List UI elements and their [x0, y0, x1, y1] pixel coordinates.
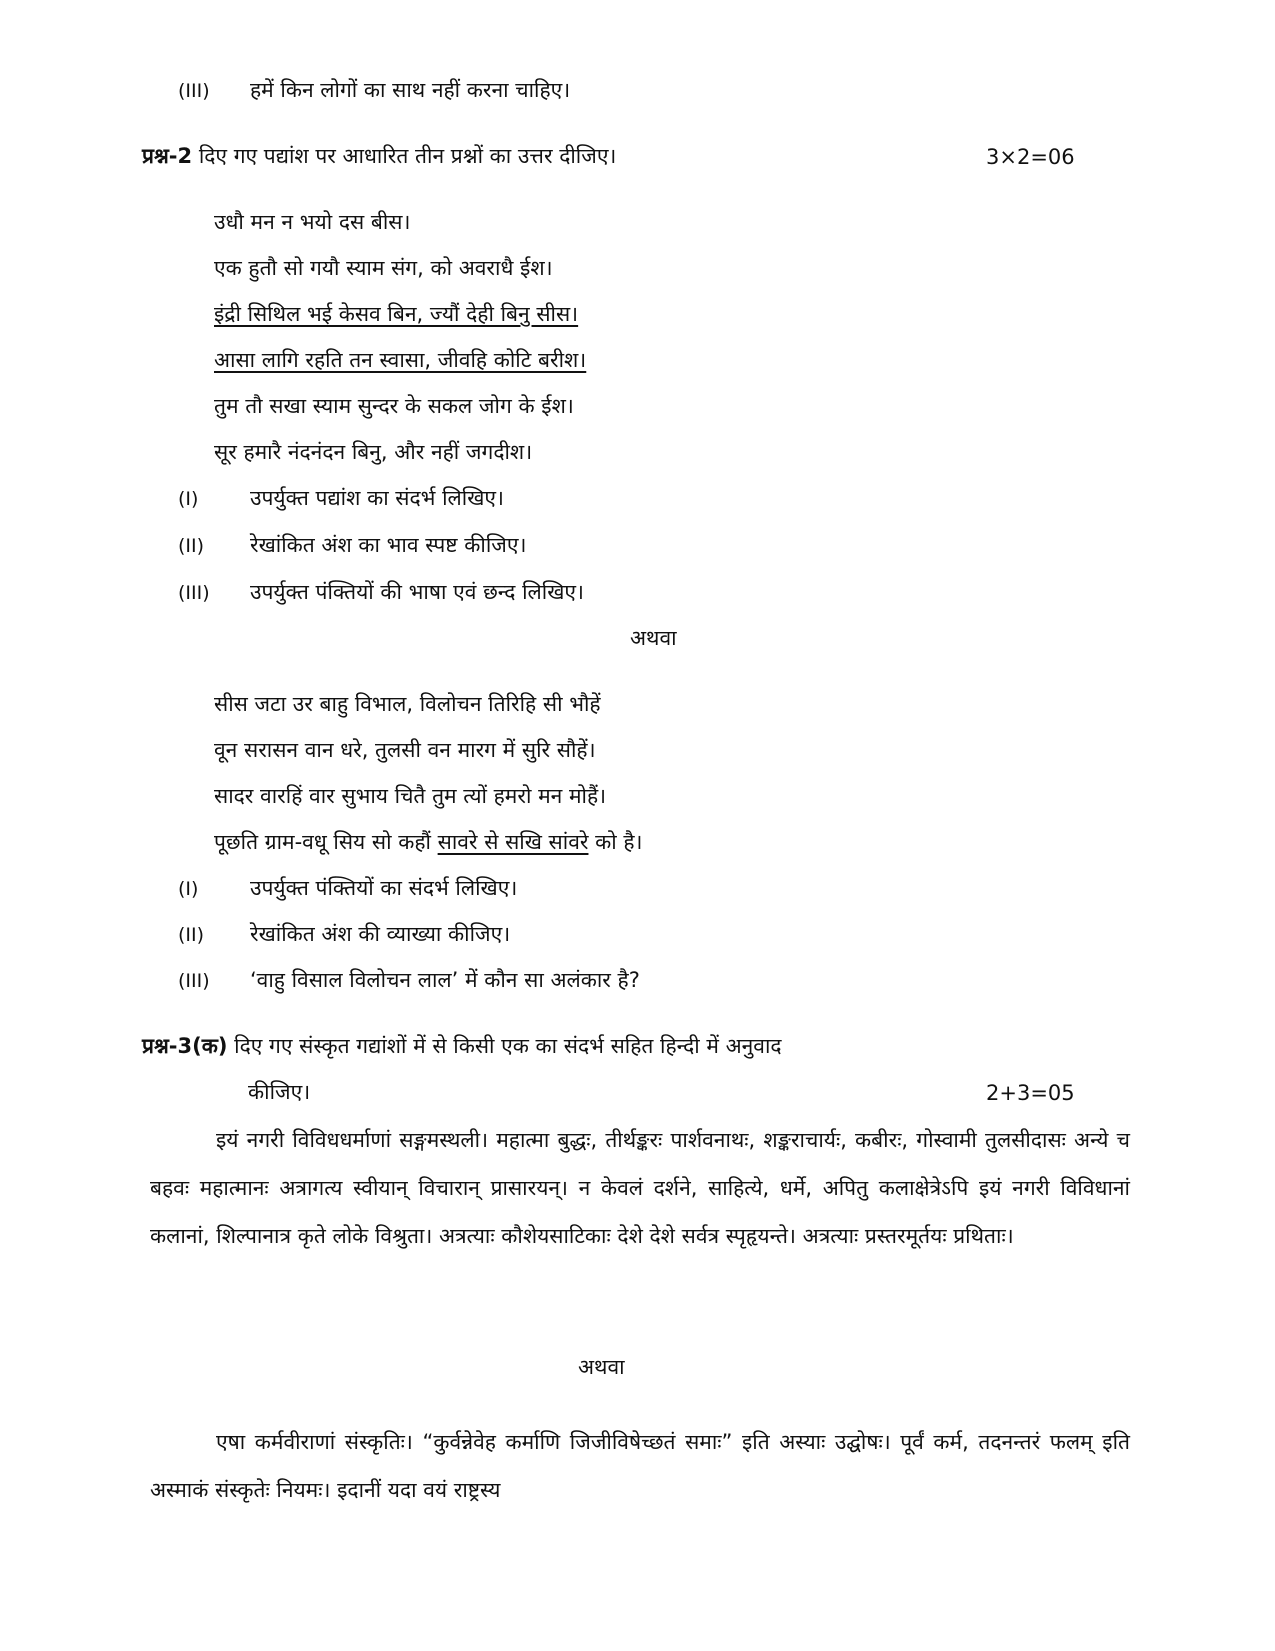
item-text: ‘वाहु विसाल विलोचन लाल’ में कौन सा अलंकार है?	[250, 968, 640, 992]
poem2-line-4	[214, 830, 643, 855]
poem2-question-ii	[178, 922, 510, 947]
item-text: रेखांकित अंश का भाव स्पष्ट कीजिए।	[250, 533, 527, 557]
item-number: (II)	[178, 924, 205, 946]
question-2-heading	[142, 144, 616, 169]
poem1-question-i	[178, 486, 504, 511]
or-divider: अथवा	[630, 626, 677, 650]
item-text: उपर्युक्त पंक्तियों का संदर्भ लिखिए।	[250, 876, 518, 900]
or-divider: अथवा	[578, 1355, 625, 1379]
question-3-instruction-cont: कीजिए।	[248, 1080, 311, 1104]
poem2-question-i	[178, 876, 517, 901]
item-number: (III)	[178, 970, 210, 992]
poem1-question-iii	[178, 580, 584, 605]
sanskrit-passage-2: एषा कर्मवीराणां संस्कृतिः। “कुर्वन्नेवेह कर्माणि जिजीविषेच्छतं समाः” इति अस्याः उद्घोषः। पूर्वं कर्म, तदनन्तरं फलम् इति अस्माकं संस्कृतेः नियमः। इदानीं यदा वयं राष्ट्रस्य	[150, 1430, 1130, 1502]
question-2-marks: 3×2=06	[986, 145, 1075, 169]
item-number: (II)	[178, 535, 205, 557]
question-3-marks: 2+3=05	[986, 1081, 1075, 1105]
item-number: (I)	[178, 488, 199, 510]
question-label: प्रश्न-2	[142, 144, 193, 168]
poem1-question-ii	[178, 533, 526, 558]
poem2-line-2: वून सरासन वान धरे, तुलसी वन मारग में सुरि सौहें।	[214, 738, 596, 762]
poem1-line-4-underlined: आसा लागि रहति तन स्वासा, जीवहि कोटि बरीश।	[214, 348, 587, 372]
item-text: हमें किन लोगों का साथ नहीं करना चाहिए।	[250, 78, 571, 102]
q1-item-iii	[178, 78, 570, 103]
poem1-line-5: तुम तौ सखा स्याम सुन्दर के सकल जोग के ईश।	[214, 394, 574, 418]
item-number: (I)	[178, 878, 199, 900]
poem1-line-1: उधौ मन न भयो दस बीस।	[214, 210, 411, 234]
poem2-line-3: सादर वारहिं वार सुभाय चितै तुम त्यों हमरो मन मोहैं।	[214, 784, 607, 808]
poem2-underlined-phrase: सावरे से सखि सांवरे	[437, 830, 589, 854]
item-number: (III)	[178, 582, 210, 604]
poem2-question-iii	[178, 968, 640, 993]
item-text: उपर्युक्त पंक्तियों की भाषा एवं छन्द लिखिए।	[250, 580, 584, 604]
item-text: रेखांकित अंश की व्याख्या कीजिए।	[250, 922, 511, 946]
poem1-line-2: एक हुतौ सो गयौ स्याम संग, को अवराधै ईश।	[214, 256, 553, 280]
item-text: उपर्युक्त पद्यांश का संदर्भ लिखिए।	[250, 486, 504, 510]
question-3-heading	[142, 1034, 782, 1059]
question-instruction: दिए गए पद्यांश पर आधारित तीन प्रश्नों का उत्तर दीजिए।	[198, 144, 617, 168]
sanskrit-passage-1: इयं नगरी विविधधर्माणां सङ्गमस्थली। महात्मा बुद्धः, तीर्थङ्करः पार्शवनाथः, शङ्कराचार्यः, कबीरः, गोस्वामी तुलसीदासः अन्ये च बहवः महात्मानः अत्रागत्य स्वीयान् विचारान् प्रासारयन्। न केवलं दर्शने, साहित्ये, धर्मे, अपितु कलाक्षेत्रेऽपि इयं नगरी विविधानां कलानां, शिल्पानात्र कृते लोके विश्रुता। अत्रत्याः कौशेयसाटिकाः देशे देशे सर्वत्र स्पृहृयन्ते। अत्रत्याः प्रस्तरमूर्तयः प्रथिताः।	[150, 1128, 1130, 1248]
poem2-line-4-end: को है।	[588, 830, 643, 854]
poem2-line-1: सीस जटा उर बाहु विभाल, विलोचन तिरिहि सी भौहें	[214, 692, 601, 716]
question-instruction: दिए गए संस्कृत गद्यांशों में से किसी एक का संदर्भ सहित हिन्दी में अनुवाद	[234, 1034, 782, 1058]
poem1-line-6: सूर हमारै नंदनंदन बिनु, और नहीं जगदीश।	[214, 440, 533, 464]
poem2-line-4-start: पूछति ग्राम-वधू सिय सो कहौं	[214, 830, 438, 854]
poem1-line-3-underlined: इंद्री सिथिल भई केसव बिन, ज्यौं देही बिनु सीस।	[214, 302, 579, 326]
item-number: (III)	[178, 80, 210, 102]
question-label: प्रश्न-3(क)	[142, 1034, 228, 1058]
